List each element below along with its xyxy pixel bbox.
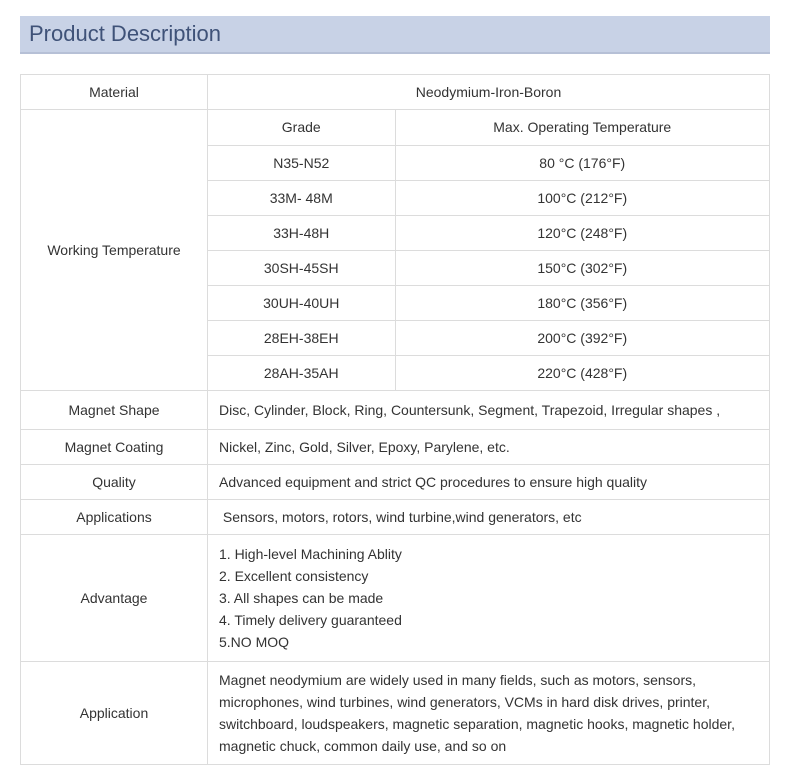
row-label: Material xyxy=(21,75,208,110)
product-spec-table xyxy=(20,74,770,765)
spec-row-magnet-shape xyxy=(21,391,770,430)
table-row xyxy=(208,285,769,320)
grade-cell: 28EH-38EH xyxy=(208,320,395,355)
section-header xyxy=(20,16,770,54)
table-row xyxy=(208,145,769,180)
grade-cell: 30UH-40UH xyxy=(208,285,395,320)
temperature-cell: 180°C (356°F) xyxy=(395,285,769,320)
table-row xyxy=(208,320,769,355)
row-label: Applications xyxy=(21,500,208,535)
list-item: 3. All shapes can be made xyxy=(219,590,384,606)
temperature-cell: 80 °C (176°F) xyxy=(395,145,769,180)
list-item: 1. High-level Machining Ablity xyxy=(219,546,402,562)
temperature-cell: 120°C (248°F) xyxy=(395,215,769,250)
row-label: Working Temperature xyxy=(21,110,208,391)
grade-table-header xyxy=(208,110,769,145)
grade-table-cell xyxy=(208,110,770,391)
grade-cell: N35-N52 xyxy=(208,145,395,180)
spec-row-material xyxy=(21,75,770,110)
table-row xyxy=(208,250,769,285)
temperature-cell: 150°C (302°F) xyxy=(395,250,769,285)
grade-cell: 33H-48H xyxy=(208,215,395,250)
row-label: Magnet Shape xyxy=(21,391,208,430)
spec-row-applications xyxy=(21,500,770,535)
column-header-temperature: Max. Operating Temperature xyxy=(395,110,769,145)
temperature-cell: 200°C (392°F) xyxy=(395,320,769,355)
application-text: Magnet neodymium are widely used in many fields, such as motors, sensors, microphones, wind turbines, wind generators, VCMs in hard disk drives, printer, switchboard, loudspeakers, magnetic separation, magnetic hooks, magnetic holder, magnetic chuck, common daily use, and so on xyxy=(219,672,735,754)
table-row xyxy=(208,215,769,250)
row-label: Application xyxy=(21,662,208,765)
spec-row-quality xyxy=(21,465,770,500)
list-item: 2. Excellent consistency xyxy=(219,568,369,584)
table-row xyxy=(208,180,769,215)
row-label: Quality xyxy=(21,465,208,500)
spec-row-advantage xyxy=(21,535,770,662)
temperature-cell: 220°C (428°F) xyxy=(537,364,628,381)
row-value: Neodymium-Iron-Boron xyxy=(208,75,770,110)
advantage-list xyxy=(208,535,769,661)
row-value: Nickel, Zinc, Gold, Silver, Epoxy, Parylene, etc. xyxy=(208,430,770,465)
row-label: Magnet Coating xyxy=(21,430,208,465)
row-value: Sensors, motors, rotors, wind turbine,wind generators, etc xyxy=(208,500,770,535)
list-item: 5.NO MOQ xyxy=(219,634,290,650)
application-cell xyxy=(208,662,770,765)
advantage-cell xyxy=(208,535,770,662)
row-value: Disc, Cylinder, Block, Ring, Countersunk, Segment, Trapezoid, Irregular shapes , xyxy=(208,391,770,430)
row-value: Advanced equipment and strict QC procedures to ensure high quality xyxy=(208,465,770,500)
table-row xyxy=(208,355,769,390)
spec-row-working-temperature xyxy=(21,110,770,391)
spec-row-application xyxy=(21,662,770,765)
grade-cell: 28AH-35AH xyxy=(208,355,395,390)
temperature-cell: 100°C (212°F) xyxy=(395,180,769,215)
list-item: 4. Timely delivery guaranteed xyxy=(219,612,402,628)
grade-cell: 30SH-45SH xyxy=(208,250,395,285)
spec-row-magnet-coating xyxy=(21,430,770,465)
section-title: Product Description xyxy=(29,21,221,46)
grade-temperature-table xyxy=(208,110,769,390)
column-header-grade: Grade xyxy=(208,110,395,145)
row-label: Advantage xyxy=(21,535,208,662)
grade-cell: 33M- 48M xyxy=(208,180,395,215)
